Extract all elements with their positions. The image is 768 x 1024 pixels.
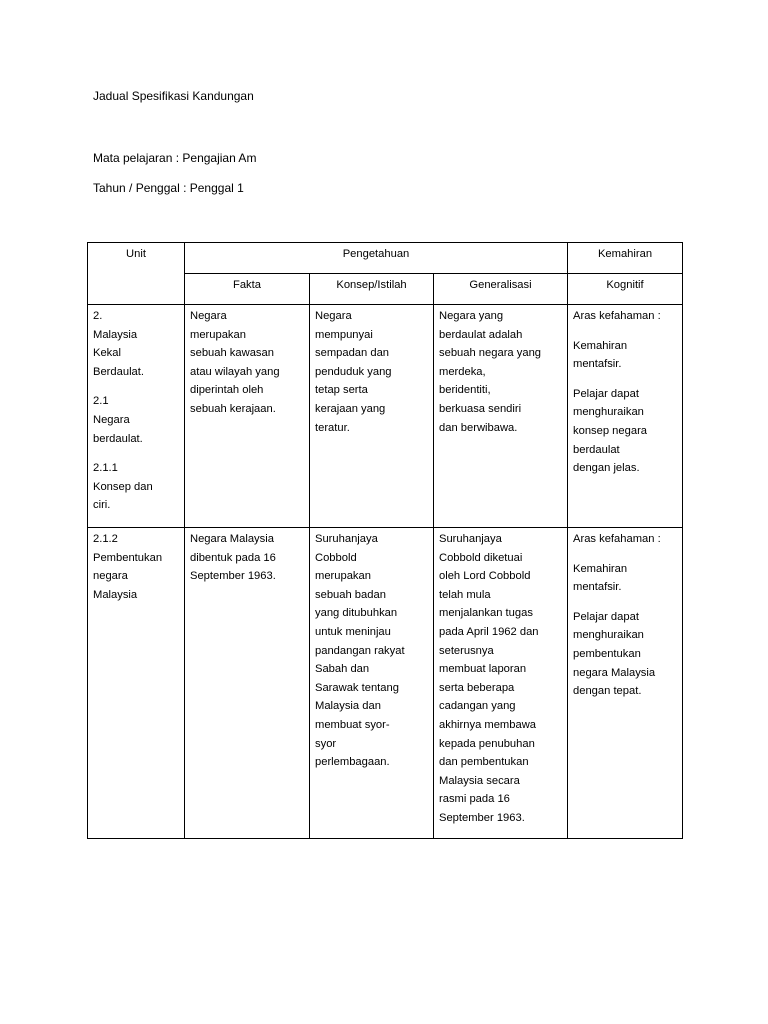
kognitif-text: Pelajar dapat menghuraikan pembentukan negara Malaysia dengan tepat. <box>573 610 656 698</box>
cell-konsep <box>310 528 434 839</box>
cell-fakta <box>185 305 310 528</box>
cell-unit <box>88 528 185 839</box>
kognitif-text: Aras kefahaman : <box>573 533 661 545</box>
cell-unit <box>88 305 185 528</box>
document-title: Jadual Spesifikasi Kandungan <box>93 89 254 103</box>
header-konsep: Konsep/Istilah <box>310 274 434 305</box>
table-row <box>88 528 683 839</box>
header-unit: Unit <box>88 243 185 305</box>
fakta-text: Negara Malaysia dibentuk pada 16 September 1963. <box>190 533 276 583</box>
generalisasi-text: Negara yang berdaulat adalah sebuah negara yang merdeka, beridentiti, berkuasa sendiri dan berwibawa. <box>439 310 542 434</box>
cell-konsep <box>310 305 434 528</box>
generalisasi-text: Suruhanjaya Cobbold diketuai oleh Lord Cobbold telah mula menjalankan tugas pada April 1962 dan seterusnya membuat laporan serta beberapa cadangan yang akhirnya membawa kepada penubuhan dan pembentukan Malaysia secara rasmi pada 16 September 1963. <box>439 533 539 824</box>
specification-table <box>87 242 683 839</box>
header-kognitif: Kognitif <box>568 274 683 305</box>
header-pengetahuan: Pengetahuan <box>185 243 568 274</box>
year-term-line: Tahun / Penggal : Penggal 1 <box>93 181 244 195</box>
cell-kognitif <box>568 305 683 528</box>
konsep-text: Suruhanjaya Cobbold merupakan sebuah badan yang ditubuhkan untuk meninjau pandangan rakyat Sabah dan Sarawak tentang Malaysia dan membuat syor- syor perlembagaan. <box>315 533 405 769</box>
unit-text: 2.1.2 Pembentukan negara Malaysia <box>93 533 163 601</box>
header-fakta: Fakta <box>185 274 310 305</box>
cell-generalisasi <box>434 305 568 528</box>
cell-fakta <box>185 528 310 839</box>
kognitif-text: Kemahiran mentafsir. <box>573 339 628 371</box>
header-generalisasi: Generalisasi <box>434 274 568 305</box>
unit-text: 2. Malaysia Kekal Berdaulat. <box>93 310 144 378</box>
cell-kognitif <box>568 528 683 839</box>
subject-line: Mata pelajaran : Pengajian Am <box>93 151 257 165</box>
unit-text: 2.1 Negara berdaulat. <box>93 395 143 445</box>
cell-generalisasi <box>434 528 568 839</box>
header-kemahiran: Kemahiran <box>568 243 683 274</box>
unit-text: 2.1.1 Konsep dan ciri. <box>93 462 153 512</box>
konsep-text: Negara mempunyai sempadan dan penduduk yang tetap serta kerajaan yang teratur. <box>315 310 392 434</box>
fakta-text: Negara merupakan sebuah kawasan atau wilayah yang diperintah oleh sebuah kerajaan. <box>190 310 280 415</box>
kognitif-text: Pelajar dapat menghuraikan konsep negara berdaulat dengan jelas. <box>573 387 648 475</box>
table-row <box>88 305 683 528</box>
kognitif-text: Aras kefahaman : <box>573 310 661 322</box>
kognitif-text: Kemahiran mentafsir. <box>573 562 628 594</box>
